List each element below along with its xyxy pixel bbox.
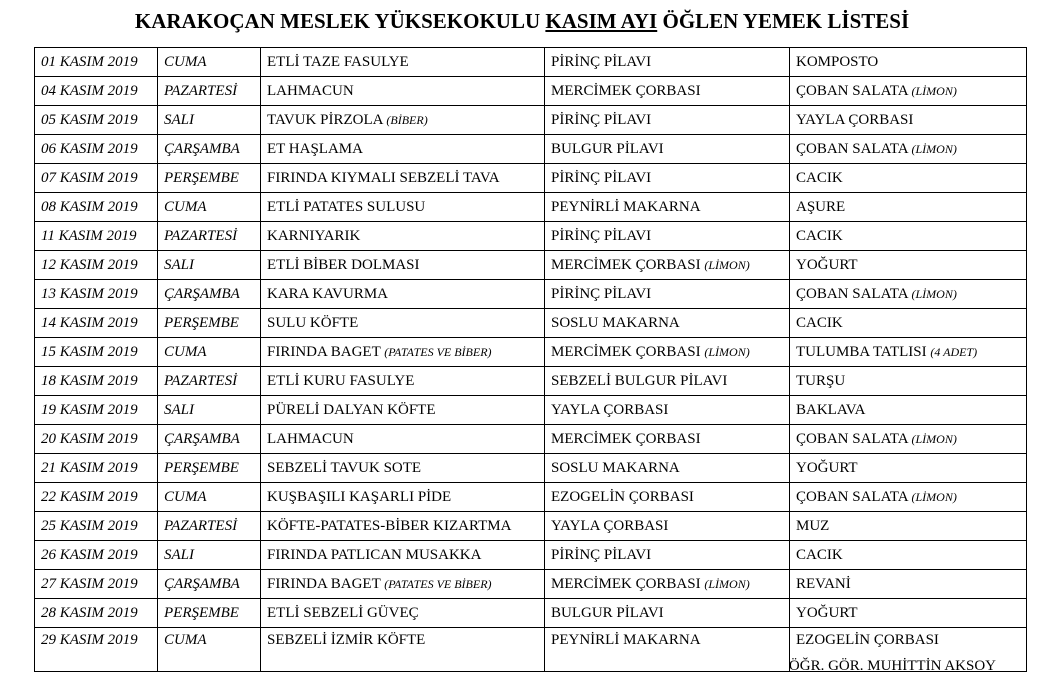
- menu-row: [35, 309, 1027, 338]
- date-cell: [35, 280, 158, 309]
- day-text: SALI: [164, 401, 194, 418]
- menu-row: [35, 483, 1027, 512]
- menu-row: [35, 396, 1027, 425]
- date-text: 25 KASIM 2019: [41, 517, 138, 534]
- extra-dish-text: YAYLA ÇORBASI: [796, 111, 914, 128]
- day-text: ÇARŞAMBA: [164, 575, 240, 592]
- main-dish-text: KARA KAVURMA: [267, 285, 388, 302]
- menu-row: [35, 77, 1027, 106]
- day-cell: [158, 338, 261, 367]
- extra-dish-cell: [790, 251, 1027, 280]
- main-dish-cell: [261, 396, 545, 425]
- menu-row: [35, 135, 1027, 164]
- date-text: 06 KASIM 2019: [41, 140, 138, 157]
- main-dish-text: ETLİ TAZE FASULYE: [267, 53, 409, 70]
- extra-dish-text: ÇOBAN SALATA: [796, 430, 912, 447]
- side-dish-text: MERCİMEK ÇORBASI: [551, 430, 701, 447]
- menu-row: [35, 425, 1027, 454]
- day-text: ÇARŞAMBA: [164, 430, 240, 447]
- menu-table: [34, 47, 1027, 672]
- menu-row: [35, 454, 1027, 483]
- day-cell: [158, 512, 261, 541]
- main-dish-text: SULU KÖFTE: [267, 314, 359, 331]
- side-dish-text: YAYLA ÇORBASI: [551, 517, 669, 534]
- extra-dish-text: ÇOBAN SALATA: [796, 488, 912, 505]
- date-cell: [35, 541, 158, 570]
- side-dish-cell: [545, 309, 790, 338]
- side-dish-text: MERCİMEK ÇORBASI: [551, 256, 705, 273]
- side-dish-cell: [545, 367, 790, 396]
- side-dish-cell: [545, 280, 790, 309]
- main-dish-text: SEBZELİ TAVUK SOTE: [267, 459, 422, 476]
- date-cell: [35, 106, 158, 135]
- date-text: 29 KASIM 2019: [41, 632, 138, 648]
- extra-dish-text: ÇOBAN SALATA: [796, 140, 912, 157]
- extra-dish-note: (LİMON): [911, 489, 957, 504]
- extra-dish-note: (LİMON): [911, 141, 957, 156]
- side-dish-cell: [545, 396, 790, 425]
- day-text: ÇARŞAMBA: [164, 140, 240, 157]
- main-dish-text: ETLİ SEBZELİ GÜVEÇ: [267, 604, 419, 621]
- day-text: PERŞEMBE: [164, 169, 239, 186]
- side-dish-text: MERCİMEK ÇORBASI: [551, 575, 705, 592]
- main-dish-note: (PATATES VE BİBER): [384, 344, 492, 359]
- extra-dish-cell: [790, 512, 1027, 541]
- menu-row: [35, 570, 1027, 599]
- extra-dish-cell: [790, 77, 1027, 106]
- day-text: CUMA: [164, 343, 207, 360]
- main-dish-cell: [261, 222, 545, 251]
- main-dish-cell: [261, 628, 545, 672]
- day-text: SALI: [164, 256, 194, 273]
- side-dish-cell: [545, 570, 790, 599]
- extra-dish-text: TURŞU: [796, 372, 846, 389]
- main-dish-note: (BİBER): [386, 112, 428, 127]
- date-cell: [35, 77, 158, 106]
- day-text: CUMA: [164, 198, 207, 215]
- main-dish-text: ETLİ BİBER DOLMASI: [267, 256, 420, 273]
- date-text: 13 KASIM 2019: [41, 285, 138, 302]
- extra-dish-text: TULUMBA TATLISI: [796, 343, 931, 360]
- extra-dish-text: ÇOBAN SALATA: [796, 285, 912, 302]
- main-dish-cell: [261, 251, 545, 280]
- document-title: [0, 6, 1044, 36]
- side-dish-text: SEBZELİ BULGUR PİLAVI: [551, 372, 728, 389]
- main-dish-cell: [261, 193, 545, 222]
- day-cell: [158, 628, 261, 672]
- main-dish-cell: [261, 599, 545, 628]
- day-text: PERŞEMBE: [164, 314, 239, 331]
- menu-row: [35, 541, 1027, 570]
- menu-row: [35, 512, 1027, 541]
- main-dish-cell: [261, 570, 545, 599]
- date-text: 18 KASIM 2019: [41, 372, 138, 389]
- day-text: PAZARTESİ: [164, 227, 238, 244]
- extra-dish-cell: [790, 396, 1027, 425]
- extra-dish-cell: [790, 367, 1027, 396]
- side-dish-cell: [545, 512, 790, 541]
- side-dish-text: PİRİNÇ PİLAVI: [551, 546, 652, 563]
- extra-dish-cell: [790, 222, 1027, 251]
- extra-dish-cell: [790, 164, 1027, 193]
- day-cell: [158, 48, 261, 77]
- date-cell: [35, 309, 158, 338]
- day-cell: [158, 164, 261, 193]
- extra-dish-text: CACIK: [796, 227, 843, 244]
- date-cell: [35, 396, 158, 425]
- extra-dish-text: KOMPOSTO: [796, 53, 879, 70]
- menu-row: [35, 251, 1027, 280]
- main-dish-text: KARNIYARIK: [267, 227, 361, 244]
- day-text: PAZARTESİ: [164, 372, 238, 389]
- main-dish-note: (PATATES VE BİBER): [384, 576, 492, 591]
- extra-dish-cell: [790, 135, 1027, 164]
- extra-dish-cell: [790, 541, 1027, 570]
- side-dish-text: PEYNİRLİ MAKARNA: [551, 198, 701, 215]
- date-text: 27 KASIM 2019: [41, 575, 138, 592]
- day-text: ÇARŞAMBA: [164, 285, 240, 302]
- date-cell: [35, 338, 158, 367]
- main-dish-text: ET HAŞLAMA: [267, 140, 363, 157]
- extra-dish-note: (4 ADET): [930, 344, 978, 359]
- day-text: PERŞEMBE: [164, 459, 239, 476]
- menu-row: [35, 222, 1027, 251]
- main-dish-text: TAVUK PİRZOLA: [267, 111, 387, 128]
- date-text: 12 KASIM 2019: [41, 256, 138, 273]
- day-text: SALI: [164, 546, 194, 563]
- title-month: KASIM AYI: [545, 9, 658, 33]
- date-cell: [35, 425, 158, 454]
- date-text: 08 KASIM 2019: [41, 198, 138, 215]
- extra-dish-note: (LİMON): [911, 83, 957, 98]
- side-dish-note: (LİMON): [704, 344, 750, 359]
- day-cell: [158, 193, 261, 222]
- menu-table-body: [35, 48, 1027, 672]
- side-dish-text: PİRİNÇ PİLAVI: [551, 227, 652, 244]
- main-dish-cell: [261, 483, 545, 512]
- side-dish-cell: [545, 135, 790, 164]
- main-dish-text: ETLİ PATATES SULUSU: [267, 198, 426, 215]
- day-cell: [158, 425, 261, 454]
- side-dish-text: PEYNİRLİ MAKARNA: [551, 632, 701, 648]
- day-cell: [158, 570, 261, 599]
- extra-dish-cell: [790, 106, 1027, 135]
- extra-dish-cell: [790, 48, 1027, 77]
- date-cell: [35, 512, 158, 541]
- date-text: 22 KASIM 2019: [41, 488, 138, 505]
- extra-dish-cell: [790, 454, 1027, 483]
- date-cell: [35, 367, 158, 396]
- extra-dish-text: CACIK: [796, 546, 843, 563]
- day-text: CUMA: [164, 488, 207, 505]
- extra-dish-cell: [790, 193, 1027, 222]
- extra-dish-text: REVANİ: [796, 575, 851, 592]
- extra-dish-note: (LİMON): [911, 431, 957, 446]
- title-prefix: KARAKOÇAN MESLEK YÜKSEKOKULU: [134, 9, 546, 33]
- main-dish-text: FIRINDA BAGET: [267, 343, 385, 360]
- extra-dish-text: BAKLAVA: [796, 401, 866, 418]
- day-cell: [158, 483, 261, 512]
- main-dish-cell: [261, 425, 545, 454]
- extra-dish-text: CACIK: [796, 169, 843, 186]
- side-dish-cell: [545, 106, 790, 135]
- day-text: PERŞEMBE: [164, 604, 239, 621]
- date-text: 28 KASIM 2019: [41, 604, 138, 621]
- extra-dish-cell: [790, 425, 1027, 454]
- side-dish-cell: [545, 164, 790, 193]
- side-dish-cell: [545, 454, 790, 483]
- day-text: SALI: [164, 111, 194, 128]
- main-dish-cell: [261, 106, 545, 135]
- extra-dish-cell: [790, 309, 1027, 338]
- main-dish-cell: [261, 135, 545, 164]
- date-cell: [35, 222, 158, 251]
- main-dish-text: FIRINDA KIYMALI SEBZELİ TAVA: [267, 169, 500, 186]
- date-cell: [35, 48, 158, 77]
- date-text: 20 KASIM 2019: [41, 430, 138, 447]
- signature: ÖĞR. GÖR. MUHİTTİN AKSOY: [788, 658, 996, 674]
- day-cell: [158, 541, 261, 570]
- main-dish-text: LAHMACUN: [267, 82, 354, 99]
- extra-dish-cell: [790, 599, 1027, 628]
- main-dish-text: LAHMACUN: [267, 430, 354, 447]
- date-cell: [35, 483, 158, 512]
- side-dish-text: SOSLU MAKARNA: [551, 459, 680, 476]
- day-cell: [158, 106, 261, 135]
- date-cell: [35, 454, 158, 483]
- day-cell: [158, 251, 261, 280]
- day-text: CUMA: [164, 632, 207, 648]
- date-text: 21 KASIM 2019: [41, 459, 138, 476]
- side-dish-text: BULGUR PİLAVI: [551, 604, 664, 621]
- side-dish-text: MERCİMEK ÇORBASI: [551, 82, 701, 99]
- side-dish-text: MERCİMEK ÇORBASI: [551, 343, 705, 360]
- main-dish-cell: [261, 367, 545, 396]
- day-cell: [158, 222, 261, 251]
- day-cell: [158, 280, 261, 309]
- menu-row: [35, 338, 1027, 367]
- date-cell: [35, 135, 158, 164]
- side-dish-note: (LİMON): [704, 576, 750, 591]
- side-dish-note: (LİMON): [704, 257, 750, 272]
- side-dish-text: EZOGELİN ÇORBASI: [551, 488, 694, 505]
- day-text: CUMA: [164, 53, 207, 70]
- menu-row: [35, 193, 1027, 222]
- day-cell: [158, 367, 261, 396]
- extra-dish-text: YOĞURT: [796, 459, 858, 476]
- day-text: PAZARTESİ: [164, 517, 238, 534]
- extra-dish-text: EZOGELİN ÇORBASI: [796, 632, 939, 648]
- extra-dish-note: (LİMON): [911, 286, 957, 301]
- side-dish-cell: [545, 251, 790, 280]
- side-dish-cell: [545, 483, 790, 512]
- menu-row: [35, 164, 1027, 193]
- side-dish-text: PİRİNÇ PİLAVI: [551, 169, 652, 186]
- menu-row: [35, 599, 1027, 628]
- day-cell: [158, 454, 261, 483]
- side-dish-cell: [545, 628, 790, 672]
- day-text: PAZARTESİ: [164, 82, 238, 99]
- menu-row: [35, 280, 1027, 309]
- date-text: 19 KASIM 2019: [41, 401, 138, 418]
- extra-dish-text: YOĞURT: [796, 604, 858, 621]
- extra-dish-text: AŞURE: [796, 198, 846, 215]
- side-dish-text: PİRİNÇ PİLAVI: [551, 53, 652, 70]
- side-dish-cell: [545, 48, 790, 77]
- main-dish-text: KUŞBAŞILI KAŞARLI PİDE: [267, 488, 452, 505]
- main-dish-cell: [261, 77, 545, 106]
- extra-dish-cell: [790, 338, 1027, 367]
- main-dish-cell: [261, 512, 545, 541]
- day-cell: [158, 135, 261, 164]
- extra-dish-text: CACIK: [796, 314, 843, 331]
- extra-dish-cell: [790, 570, 1027, 599]
- main-dish-text: PÜRELİ DALYAN KÖFTE: [267, 401, 436, 418]
- main-dish-text: FIRINDA BAGET: [267, 575, 385, 592]
- extra-dish-text: YOĞURT: [796, 256, 858, 273]
- main-dish-cell: [261, 48, 545, 77]
- main-dish-text: ETLİ KURU FASULYE: [267, 372, 415, 389]
- side-dish-cell: [545, 541, 790, 570]
- main-dish-text: FIRINDA PATLICAN MUSAKKA: [267, 546, 482, 563]
- date-text: 05 KASIM 2019: [41, 111, 138, 128]
- date-text: 15 KASIM 2019: [41, 343, 138, 360]
- side-dish-cell: [545, 599, 790, 628]
- date-cell: [35, 599, 158, 628]
- date-cell: [35, 251, 158, 280]
- day-cell: [158, 396, 261, 425]
- date-cell: [35, 570, 158, 599]
- side-dish-text: BULGUR PİLAVI: [551, 140, 664, 157]
- date-text: 26 KASIM 2019: [41, 546, 138, 563]
- side-dish-text: PİRİNÇ PİLAVI: [551, 285, 652, 302]
- main-dish-cell: [261, 280, 545, 309]
- day-cell: [158, 309, 261, 338]
- main-dish-cell: [261, 164, 545, 193]
- date-text: 07 KASIM 2019: [41, 169, 138, 186]
- side-dish-cell: [545, 193, 790, 222]
- menu-row: [35, 106, 1027, 135]
- main-dish-text: KÖFTE-PATATES-BİBER KIZARTMA: [267, 517, 512, 534]
- main-dish-cell: [261, 541, 545, 570]
- main-dish-cell: [261, 338, 545, 367]
- side-dish-cell: [545, 77, 790, 106]
- menu-row: [35, 48, 1027, 77]
- extra-dish-text: ÇOBAN SALATA: [796, 82, 912, 99]
- extra-dish-cell: [790, 280, 1027, 309]
- title-suffix: ÖĞLEN YEMEK LİSTESİ: [657, 9, 910, 33]
- side-dish-cell: [545, 338, 790, 367]
- date-cell: [35, 628, 158, 672]
- day-cell: [158, 77, 261, 106]
- extra-dish-cell: [790, 483, 1027, 512]
- side-dish-cell: [545, 425, 790, 454]
- date-cell: [35, 193, 158, 222]
- main-dish-cell: [261, 454, 545, 483]
- side-dish-text: YAYLA ÇORBASI: [551, 401, 669, 418]
- main-dish-cell: [261, 309, 545, 338]
- menu-row: [35, 367, 1027, 396]
- extra-dish-text: MUZ: [796, 517, 830, 534]
- side-dish-text: SOSLU MAKARNA: [551, 314, 680, 331]
- side-dish-text: PİRİNÇ PİLAVI: [551, 111, 652, 128]
- date-text: 14 KASIM 2019: [41, 314, 138, 331]
- day-cell: [158, 599, 261, 628]
- date-text: 01 KASIM 2019: [41, 53, 138, 70]
- date-text: 04 KASIM 2019: [41, 82, 138, 99]
- side-dish-cell: [545, 222, 790, 251]
- date-cell: [35, 164, 158, 193]
- main-dish-text: SEBZELİ İZMİR KÖFTE: [267, 632, 426, 648]
- date-text: 11 KASIM 2019: [41, 227, 137, 244]
